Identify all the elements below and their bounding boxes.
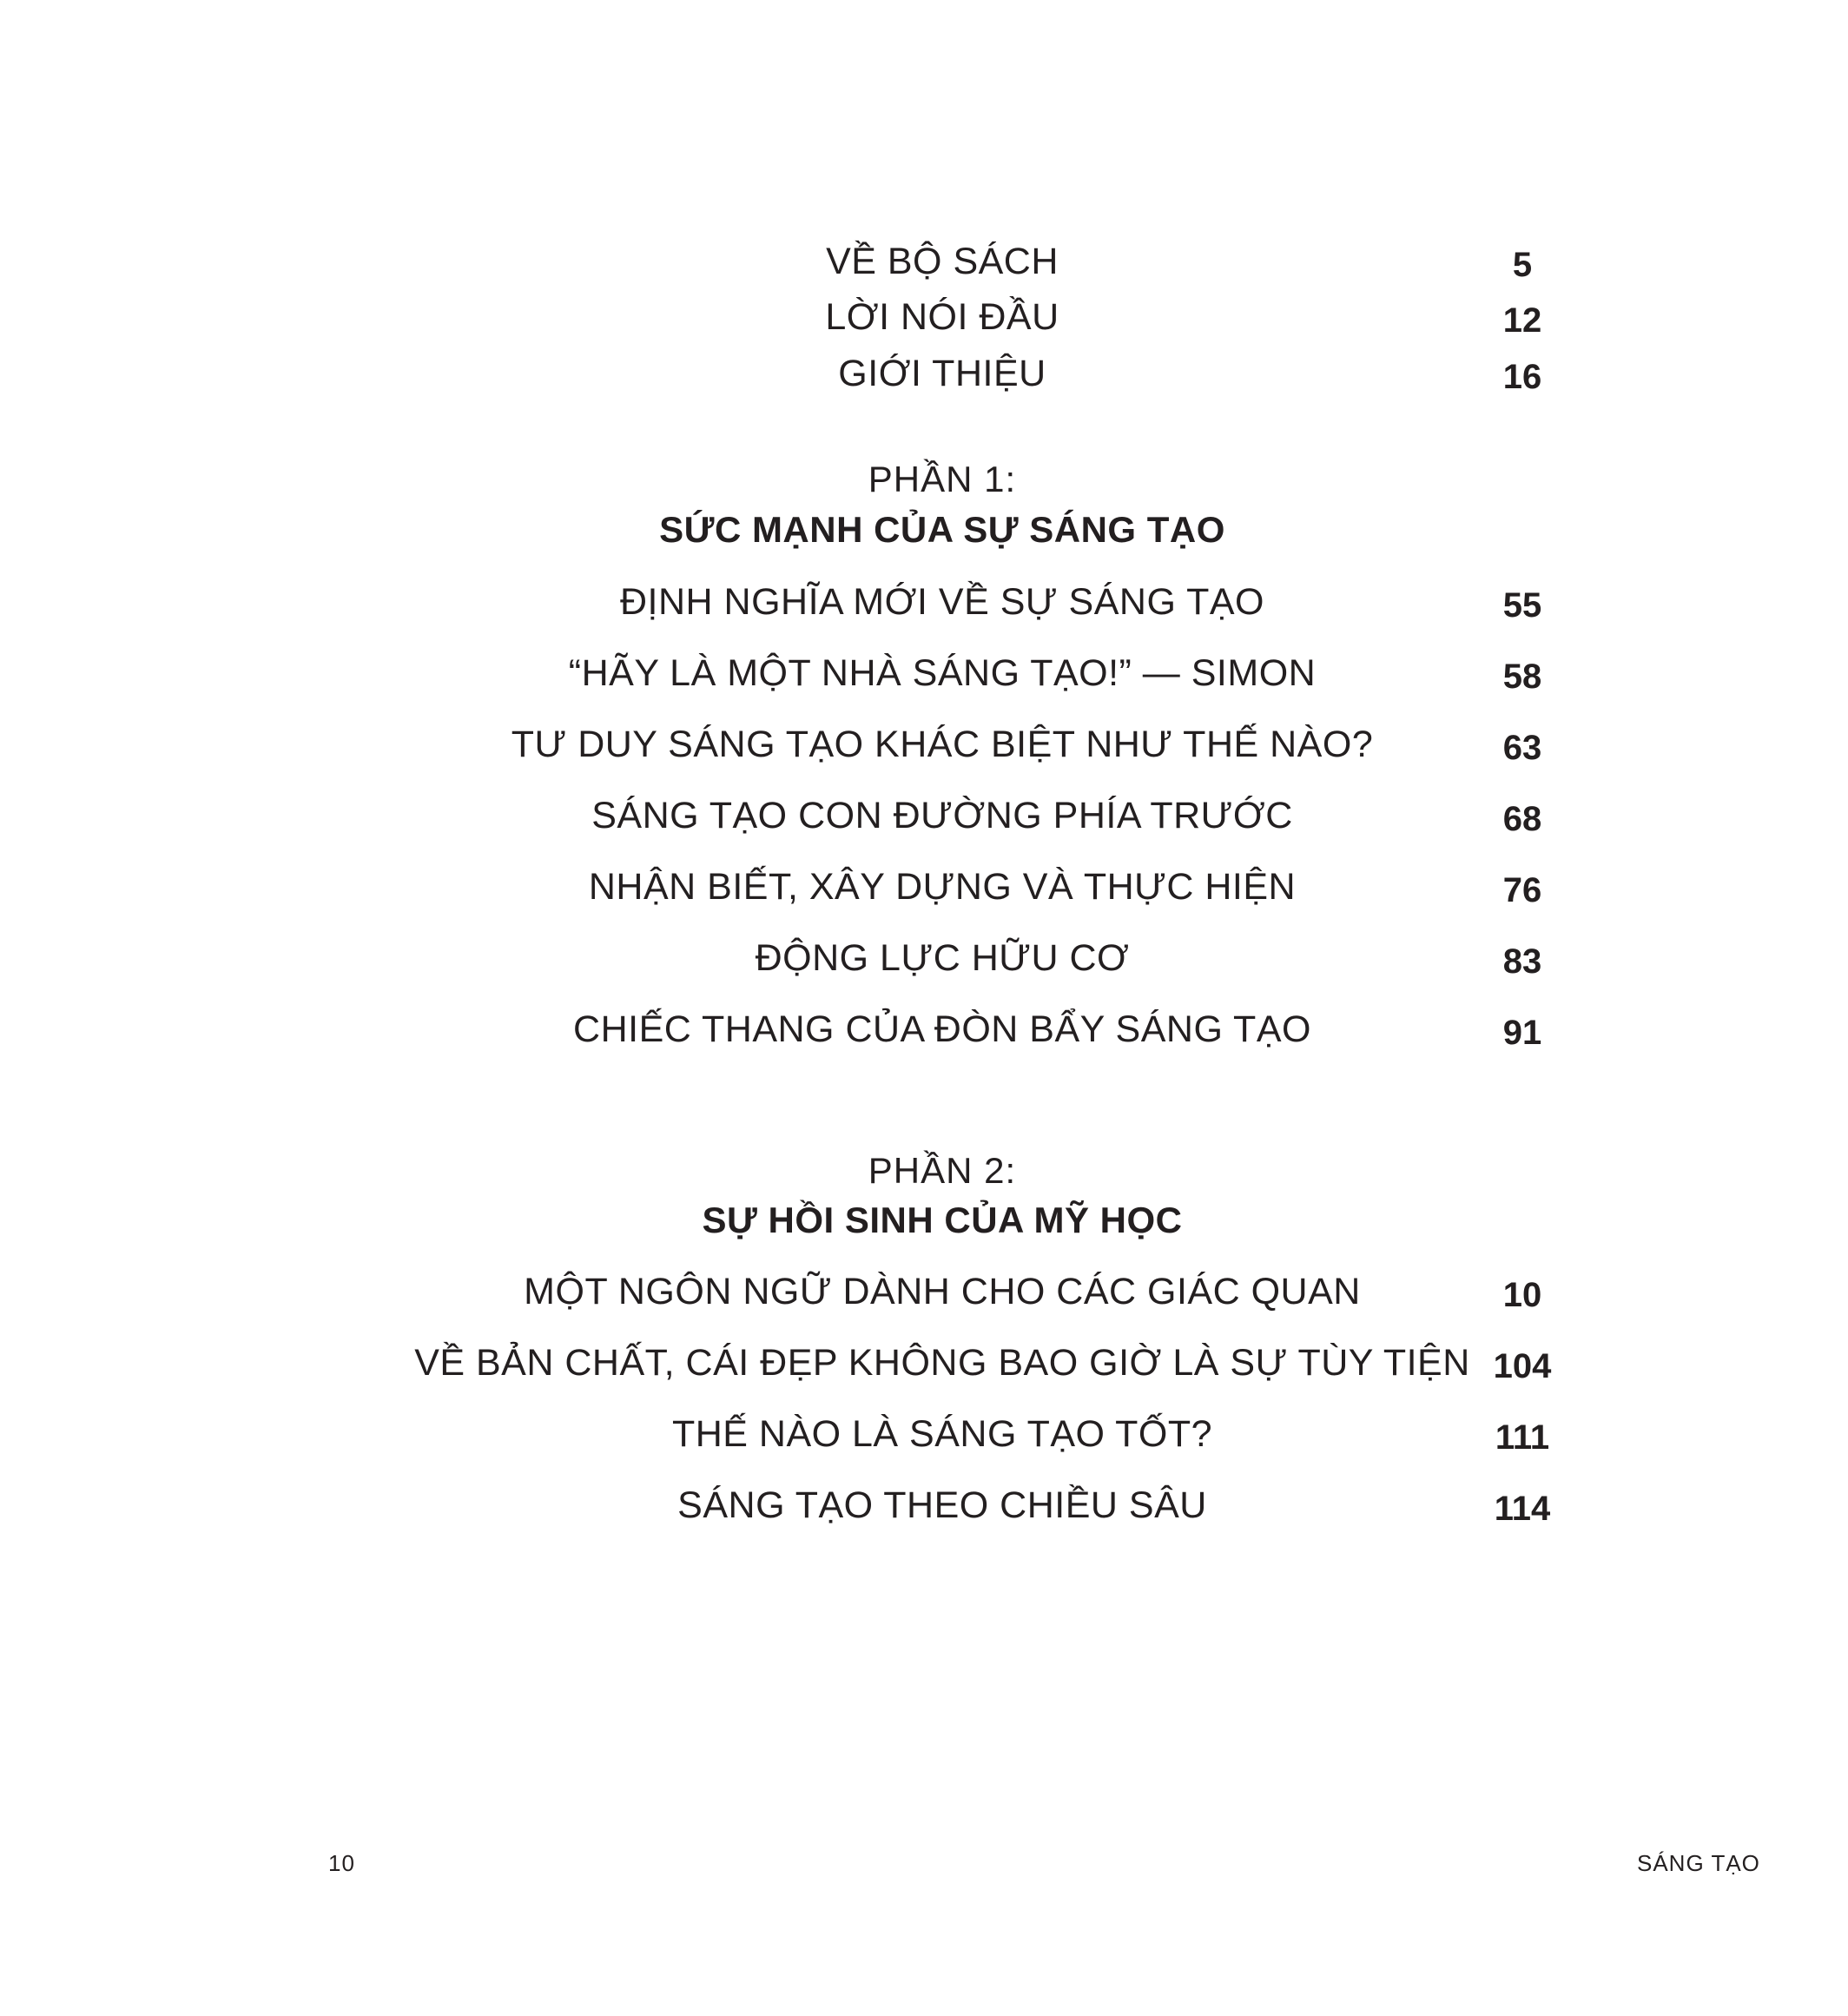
toc-entry-title: SÁNG TẠO THEO CHIỀU SÂU [677,1484,1207,1526]
part-2-label: PHẦN 2: [868,1150,1017,1191]
toc-entry-page: 91 [1502,1014,1542,1052]
toc-entry-title: VỀ BẢN CHẤT, CÁI ĐẸP KHÔNG BAO GIỜ LÀ SỰ TÙY TIỆN [414,1342,1470,1384]
toc-entry-page: 68 [1502,800,1542,838]
toc-entry-page: 111 [1495,1418,1550,1457]
toc-entry-title: CHIẾC THANG CỦA ĐÒN BẨY SÁNG TẠO [573,1008,1311,1050]
toc-entry-page: 76 [1502,871,1542,909]
toc-entry-title: ĐỊNH NGHĨA MỚI VỀ SỰ SÁNG TẠO [620,581,1264,623]
toc-entry-page: 63 [1502,729,1542,767]
toc-entry-title: VỀ BỘ SÁCH [826,241,1059,282]
toc-entry-page: 10 [1502,1276,1542,1314]
part-1-title: SỨC MẠNH CỦA SỰ SÁNG TẠO [659,509,1225,550]
toc-entry-page: 104 [1493,1347,1552,1385]
toc-entry-page: 5 [1512,246,1533,284]
part-1-label: PHẦN 1: [868,459,1017,499]
toc-entry-title: MỘT NGÔN NGỮ DÀNH CHO CÁC GIÁC QUAN [524,1271,1361,1312]
footer-running-title: SÁNG TẠO [1637,1850,1760,1876]
toc-entry-title: GIỚI THIỆU [838,353,1046,394]
toc-entry-page: 12 [1502,301,1542,340]
toc-entry-title: LỜI NÓI ĐẦU [825,296,1059,338]
footer-page-number: 10 [328,1850,355,1876]
toc-entry-title: SÁNG TẠO CON ĐƯỜNG PHÍA TRƯỚC [591,795,1293,836]
toc-entry-page: 83 [1502,942,1542,981]
toc-entry-page: 55 [1502,586,1542,625]
part-2-title: SỰ HỒI SINH CỦA MỸ HỌC [702,1200,1183,1240]
toc-entry-page: 58 [1502,658,1542,696]
toc-entry-title: NHẬN BIẾT, XÂY DỰNG VÀ THỰC HIỆN [588,866,1297,908]
toc-entry-title: “HÃY LÀ MỘT NHÀ SÁNG TẠO!” — SIMON [568,652,1317,694]
toc-entry-title: TƯ DUY SÁNG TẠO KHÁC BIỆT NHƯ THẾ NÀO? [511,724,1374,765]
toc-entry-page: 16 [1502,358,1542,396]
toc-entry-page: 114 [1494,1490,1551,1528]
toc-entry-title: THẾ NÀO LÀ SÁNG TẠO TỐT? [671,1413,1213,1455]
toc-entry-title: ĐỘNG LỰC HỮU CƠ [755,937,1130,979]
